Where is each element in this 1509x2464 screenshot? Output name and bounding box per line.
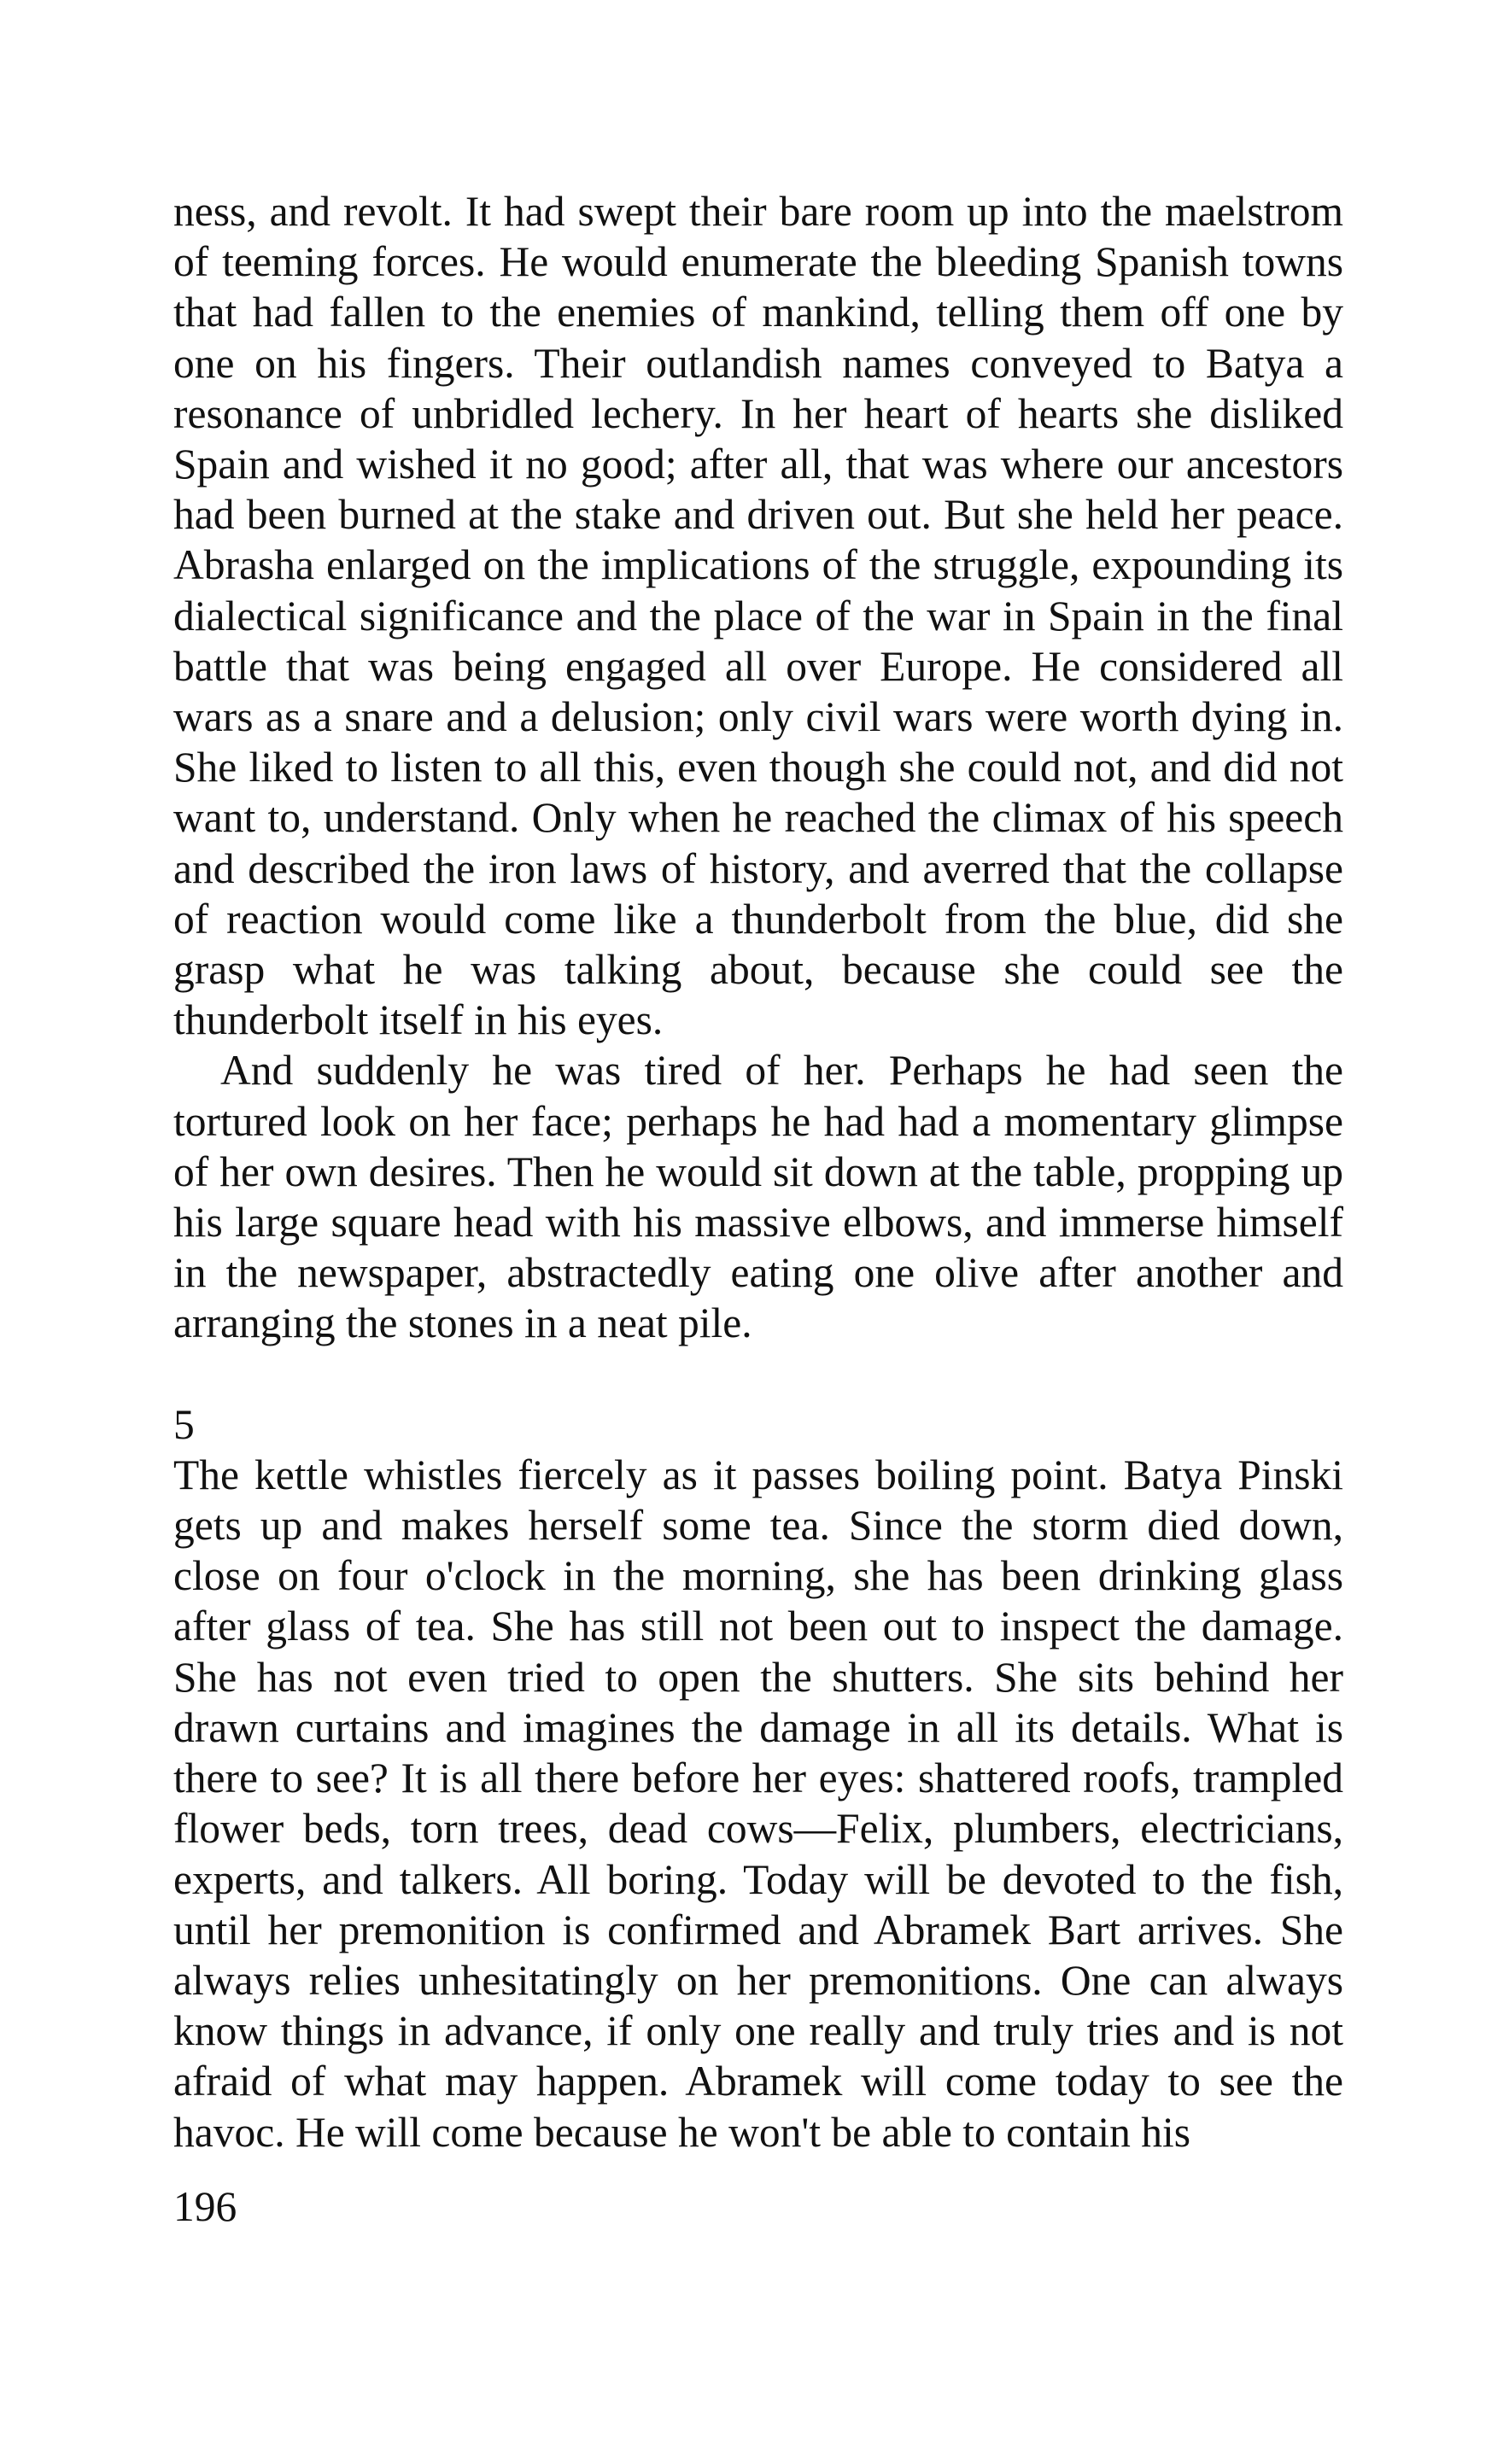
paragraph-continued: ness, and revolt. It had swept their bare room up into the maelstrom of teeming forces. He would enumerate the bleeding Spanish towns that had fallen to the enemies of mankind, telling them off one by one on his fingers. Their outlandish names conveyed to Batya a resonance of unbridled lechery. In her heart of hearts she disliked Spain and wished it no good; after all, that was where our ancestors had been burned at the stake and driven out. But she held her peace. Abrasha enlarged on the implications of the struggle, expounding its dialectical significance and the place of the war in Spain in the final battle that was being engaged all over Europe. He considered all wars as a snare and a delusion; only civil wars were worth dying in. She liked to listen to all this, even though she could not, and did not want to, understand. Only when he reached the climax of his speech and described the iron laws of history, and averred that the collapse of reaction would come like a thunderbolt from the blue, did she grasp what he was talking about, because she could see the thunderbolt itself in his eyes. — [173, 188, 1343, 1044]
section-number: 5 — [173, 1400, 195, 1448]
paragraph-kettle: The kettle whistles fiercely as it passes boiling point. Batya Pinski gets up and makes herself some tea. Since the storm died down, close on four o'clock in the morning, she has been drinking glass after glass of tea. She has still not been out to inspect the damage. She has not even tried to open the shutters. She sits behind her drawn curtains and imagines the damage in all its details. What is there to see? It is all there before her eyes: shattered roofs, trampled flower beds, torn trees, dead cows—Felix, plumbers, electricians, experts, and talkers. All boring. Today will be devoted to the fish, until her premonition is confirmed and Abramek Bart arrives. She always relies unhesitatingly on her premonitions. One can always know things in advance, if only one really and truly tries and is not afraid of what may happen. Abramek will come today to see the havoc. He will come because he won't be able to contain his — [173, 1451, 1343, 2156]
body-text — [173, 186, 1343, 2157]
page-number: 196 — [173, 2183, 237, 2230]
paragraph-tired-of-her: And suddenly he was tired of her. Perhaps he had seen the tortured look on her face; perhaps he had had a momentary glimpse of her own desires. Then he would sit down at the table, propping up his large square head with his massive elbows, and immerse himself in the newspaper, abstractedly eating one olive after another and arranging the stones in a neat pile. — [173, 1047, 1343, 1347]
